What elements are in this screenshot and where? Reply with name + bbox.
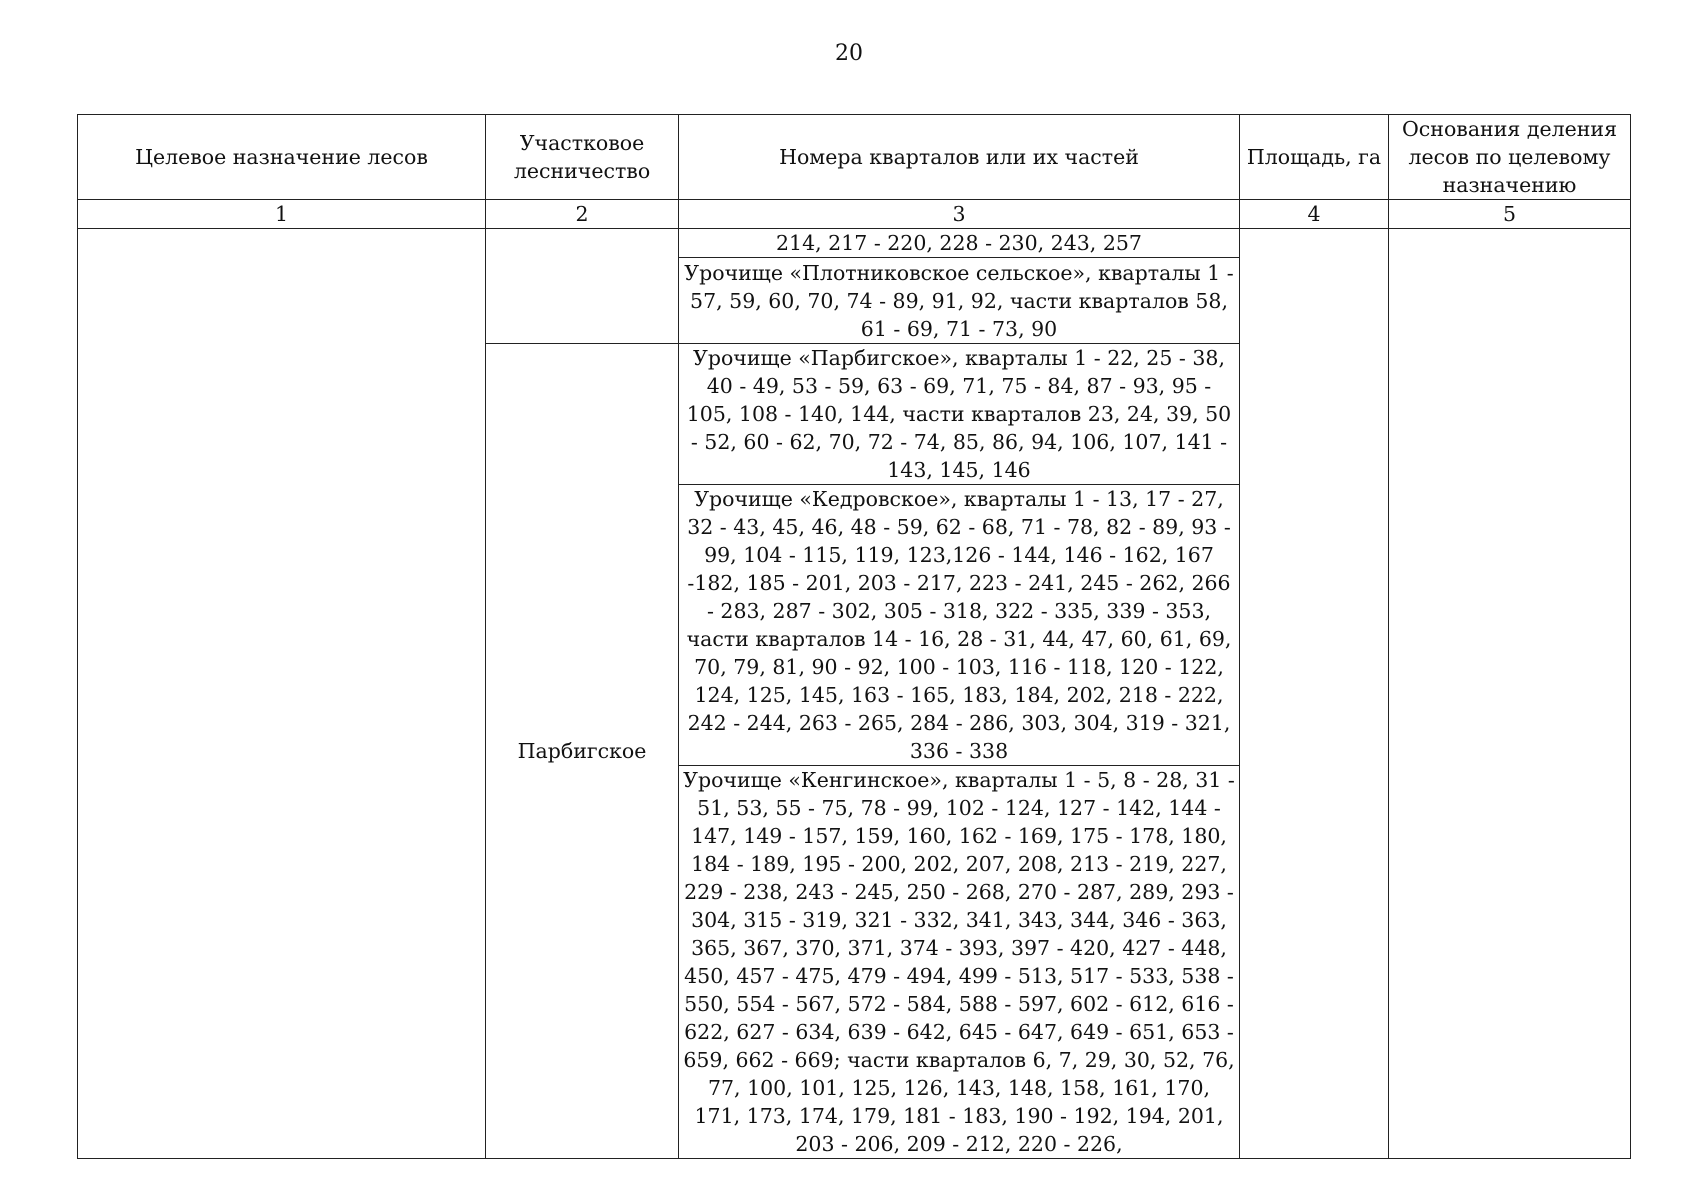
- column-number: 4: [1240, 200, 1389, 229]
- header-purpose: Целевое назначение лесов: [78, 115, 486, 200]
- quarters-cell: Урочище «Парбигское», кварталы 1 - 22, 25 - 38, 40 - 49, 53 - 59, 63 - 69, 71, 75 - 84, 87 - 93, 95 - 105, 108 - 140, 144, части кварталов 23, 24, 39, 50 - 52, 60 - 62, 70, 72 - 74, 85, 86, 94, 106, 107, 141 - 143, 145, 146: [679, 344, 1240, 485]
- table-row: [78, 229, 1631, 258]
- forest-purpose-table: [77, 114, 1631, 1159]
- column-number-row: [78, 200, 1631, 229]
- column-number: 5: [1389, 200, 1631, 229]
- quarters-cell: Урочище «Кедровское», кварталы 1 - 13, 17 - 27, 32 - 43, 45, 46, 48 - 59, 62 - 68, 71 - 78, 82 - 89, 93 - 99, 104 - 115, 119, 123,126 - 144, 146 - 162, 167 -182, 185 - 201, 203 - 217, 223 - 241, 245 - 262, 266 - 283, 287 - 302, 305 - 318, 322 - 335, 339 - 353, части кварталов 14 - 16, 28 - 31, 44, 47, 60, 61, 69, 70, 79, 81, 90 - 92, 100 - 103, 116 - 118, 120 - 122, 124, 125, 145, 163 - 165, 183, 184, 202, 218 - 222, 242 - 244, 263 - 265, 284 - 286, 303, 304, 319 - 321, 336 - 338: [679, 485, 1240, 766]
- column-number: 3: [679, 200, 1240, 229]
- column-number: 2: [486, 200, 679, 229]
- header-area: Площадь, га: [1240, 115, 1389, 200]
- area-cell: [1240, 229, 1389, 1159]
- quarters-cell: Урочище «Плотниковское сельское», кварталы 1 - 57, 59, 60, 70, 74 - 89, 91, 92, части кварталов 58, 61 - 69, 71 - 73, 90: [679, 258, 1240, 344]
- quarters-cell: 214, 217 - 220, 228 - 230, 243, 257: [679, 229, 1240, 258]
- column-number: 1: [78, 200, 486, 229]
- quarters-cell: Урочище «Кенгинское», кварталы 1 - 5, 8 - 28, 31 - 51, 53, 55 - 75, 78 - 99, 102 - 124, 127 - 142, 144 - 147, 149 - 157, 159, 160, 162 - 169, 175 - 178, 180, 184 - 189, 195 - 200, 202, 207, 208, 213 - 219, 227, 229 - 238, 243 - 245, 250 - 268, 270 - 287, 289, 293 - 304, 315 - 319, 321 - 332, 341, 343, 344, 346 - 363, 365, 367, 370, 371, 374 - 393, 397 - 420, 427 - 448, 450, 457 - 475, 479 - 494, 499 - 513, 517 - 533, 538 - 550, 554 - 567, 572 - 584, 588 - 597, 602 - 612, 616 - 622, 627 - 634, 639 - 642, 645 - 647, 649 - 651, 653 - 659, 662 - 669; части кварталов 6, 7, 29, 30, 52, 76, 77, 100, 101, 125, 126, 143, 148, 158, 161, 170, 171, 173, 174, 179, 181 - 183, 190 - 192, 194, 201, 203 - 206, 209 - 212, 220 - 226,: [679, 766, 1240, 1159]
- district-cell-parbig: Парбигское: [486, 344, 679, 1159]
- purpose-cell: [78, 229, 486, 1159]
- header-basis: Основания деления лесов по целевому назначению: [1389, 115, 1631, 200]
- header-row: [78, 115, 1631, 200]
- header-quarters: Номера кварталов или их частей: [679, 115, 1240, 200]
- basis-cell: [1389, 229, 1631, 1159]
- district-cell: [486, 229, 679, 344]
- header-district: Участковое лесничество: [486, 115, 679, 200]
- page-number: 20: [835, 41, 863, 66]
